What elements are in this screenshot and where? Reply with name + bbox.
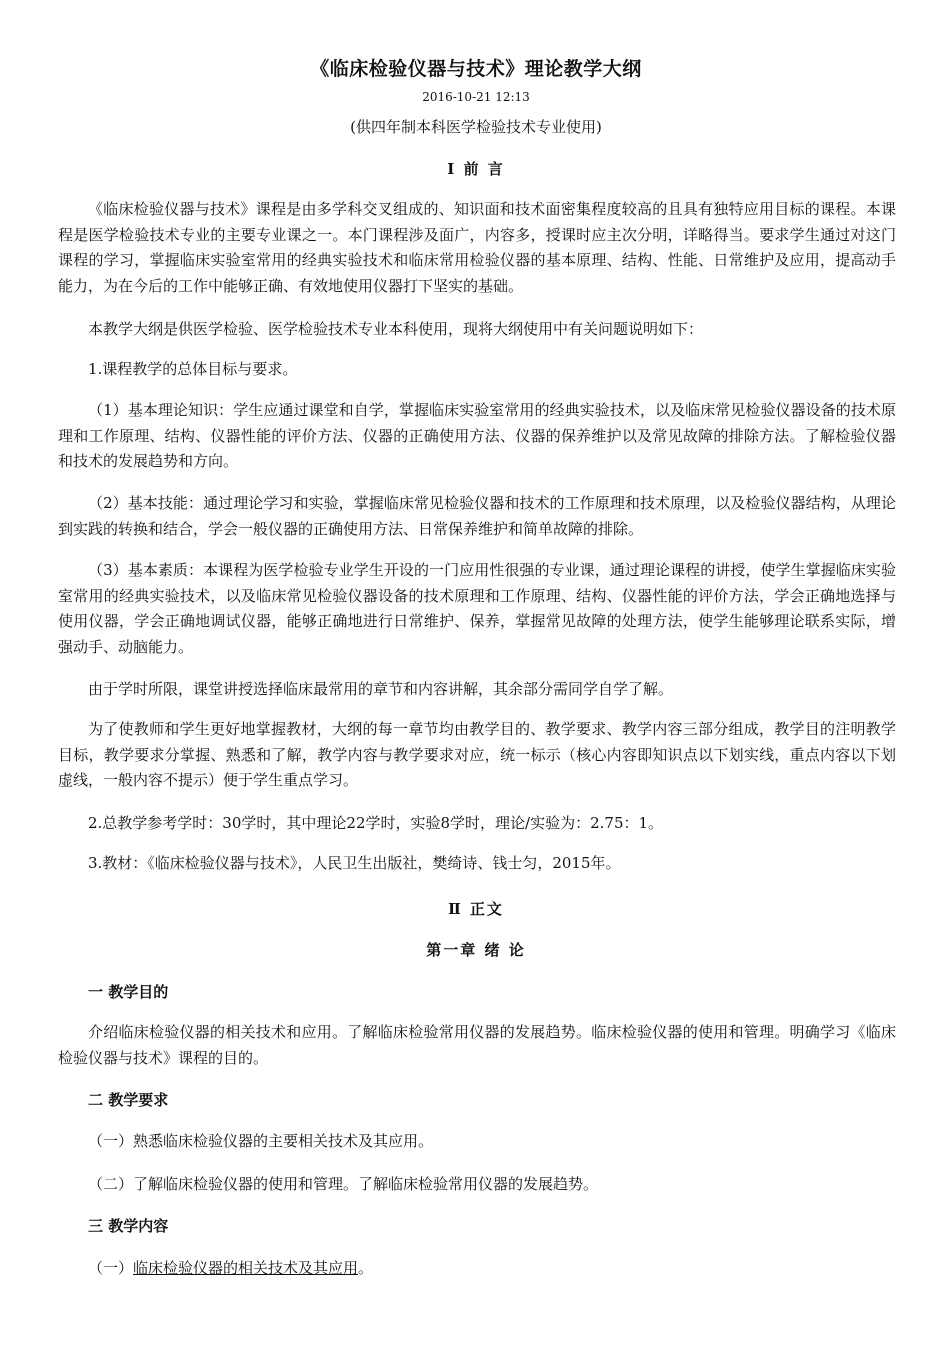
chapter-heading: 第一章 绪 论 [426,941,526,959]
content-item-1-prefix: （一） [88,1259,134,1277]
content-item-1 [58,1256,896,1282]
section-heading-main: Ⅱ 正文 [448,900,504,918]
goal-item-1a: （1）基本理论知识：学生应通过课堂和自学，掌握临床实验室常用的经典实验技术，以及临床常见检验仪器设备的技术原理和工作原理、结构、仪器性能的评价方法、仪器的正确使用方法、仪器的保养维护以及常见故障的排除方法。了解检验仪器和技术的发展趋势和方向。 [58,401,896,470]
document-date: 2016-10-21 12:13 [422,90,530,104]
goal-item-3: 3.教材：《临床检验仪器与技术》，人民卫生出版社，樊绮诗、钱士匀，2015年。 [88,854,621,872]
requirement-item-2: （二）了解临床检验仪器的使用和管理。了解临床检验常用仪器的发展趋势。 [88,1175,599,1193]
document-subtitle: (供四年制本科医学检验技术专业使用) [350,118,602,136]
content-item-1-suffix: 。 [358,1259,374,1277]
subsection-heading-content: 三 教学内容 [88,1217,169,1235]
purpose-text: 介绍临床检验仪器的相关技术和应用。了解临床检验常用仪器的发展趋势。临床检验仪器的使用和管理。明确学习《临床检验仪器与技术》课程的目的。 [58,1023,896,1067]
content-item-1-core-underlined: 临床检验仪器的相关技术及其应用 [133,1259,359,1277]
subsection-heading-requirements: 二 教学要求 [88,1091,169,1109]
requirement-item-1: （一）熟悉临床检验仪器的主要相关技术及其应用。 [88,1132,434,1150]
document-title: 《临床检验仪器与技术》理论教学大纲 [310,58,642,80]
preface-paragraph-2: 本教学大纲是供医学检验、医学检验技术专业本科使用，现将大纲使用中有关问题说明如下： [88,320,704,338]
preface-paragraph-3: 由于学时所限，课堂讲授选择临床最常用的章节和内容讲解，其余部分需同学自学了解。 [88,680,674,698]
goal-item-2: 2.总教学参考学时：30学时，其中理论22学时，实验8学时，理论/实验为：2.75：1。 [88,814,664,832]
preface-paragraph-1: 《临床检验仪器与技术》课程是由多学科交叉组成的、知识面和技术面密集程度较高的且具有独特应用目标的课程。本课程是医学检验技术专业的主要专业课之一。本门课程涉及面广，内容多，授课时应主次分明，详略得当。要求学生通过对这门课程的学习，掌握临床实验室常用的经典实验技术和临床常用检验仪器的基本原理、结构、性能、日常维护及应用，提高动手能力，为在今后的工作中能够正确、有效地使用仪器打下坚实的基础。 [58,200,896,295]
goal-item-1b: （2）基本技能：通过理论学习和实验，掌握临床常见检验仪器和技术的工作原理和技术原理，以及检验仪器结构，从理论到实践的转换和结合，学会一般仪器的正确使用方法、日常保养维护和简单故障的排除。 [58,494,896,538]
subsection-heading-purpose: 一 教学目的 [88,983,169,1001]
goal-item-1c: （3）基本素质：本课程为医学检验专业学生开设的一门应用性很强的专业课，通过理论课程的讲授，使学生掌握临床实验室常用的经典实验技术，以及临床常见检验仪器设备的技术原理和工作原理、结构、仪器性能的评价方法，学会正确地选择与使用仪器，学会正确地调试仪器，能够正确地进行日常维护、保养，掌握常见故障的处理方法，使学生能够理论联系实际，增强动手、动脑能力。 [58,561,896,656]
section-heading-preface: Ⅰ 前 言 [447,160,505,178]
goal-item-1: 1.课程教学的总体目标与要求。 [88,360,298,378]
preface-paragraph-4: 为了使教师和学生更好地掌握教材，大纲的每一章节均由教学目的、教学要求、教学内容三部分组成，教学目的注明教学目标，教学要求分掌握、熟悉和了解，教学内容与教学要求对应，统一标示（核心内容即知识点以下划实线，重点内容以下划虚线，一般内容不提示）便于学生重点学习。 [58,720,896,789]
